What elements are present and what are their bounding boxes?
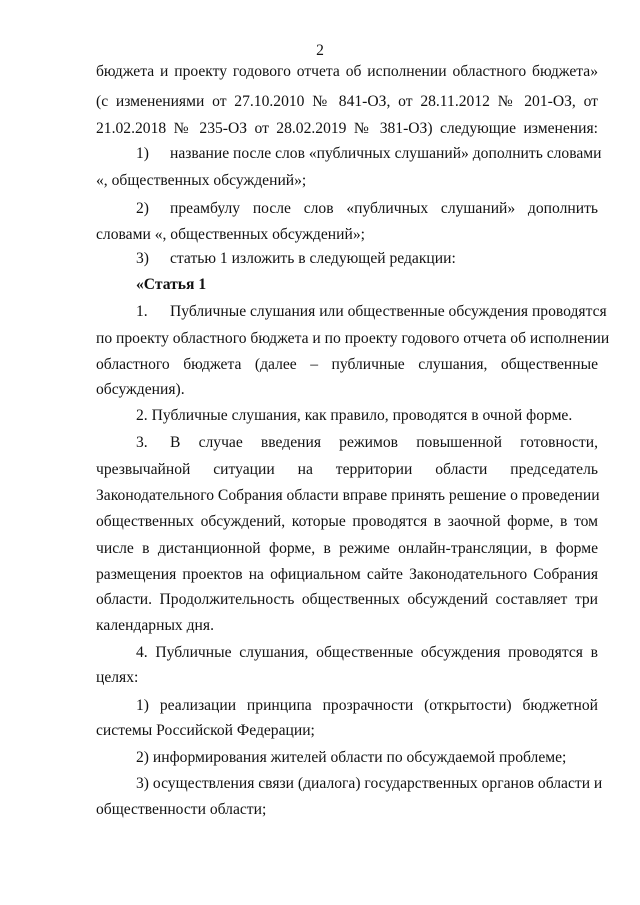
list-marker: 3. bbox=[136, 434, 148, 451]
text-line: целях: bbox=[96, 669, 139, 686]
article-heading: «Статья 1 bbox=[136, 276, 207, 293]
text-line: календарных дня. bbox=[96, 617, 214, 634]
text-line: бюджета и проекту годового отчета об исполнении областного бюджета» bbox=[96, 63, 598, 80]
text-line: Законодательного Собрания области вправе принять решение о проведении bbox=[96, 487, 600, 504]
text-line: «, общественных обсуждений»; bbox=[96, 172, 307, 189]
text-line: числе в дистанционной форме, в режиме онлайн-трансляции, в форме bbox=[96, 540, 598, 557]
text-line: областного бюджета (далее – публичные слушания, общественные bbox=[96, 356, 598, 373]
text-line: по проекту областного бюджета и по проекту годового отчета об исполнении bbox=[96, 330, 610, 347]
list-marker: 1) bbox=[136, 145, 149, 162]
text-line: статью 1 изложить в следующей редакции: bbox=[170, 250, 456, 267]
text-line: общественных обсуждений, которые проводятся в заочной форме, в том bbox=[96, 513, 598, 530]
text-line: преамбулу после слов «публичных слушаний» дополнить bbox=[170, 200, 598, 217]
text-line: 2. Публичные слушания, как правило, проводятся в очной форме. bbox=[136, 407, 573, 424]
text-line: В случае введения режимов повышенной готовности, bbox=[170, 434, 598, 451]
text-line: 21.02.2018 № 235-ОЗ от 28.02.2019 № 381-ОЗ) следующие изменения: bbox=[96, 120, 598, 137]
text-line: обсуждения). bbox=[96, 381, 185, 398]
text-line: размещения проектов на официальном сайте Законодательного Собрания bbox=[96, 566, 598, 583]
list-marker: 2) bbox=[136, 200, 149, 217]
text-line: название после слов «публичных слушаний» дополнить словами bbox=[170, 145, 602, 162]
text-line: (с изменениями от 27.10.2010 № 841-ОЗ, от 28.11.2012 № 201-ОЗ, от bbox=[96, 93, 598, 110]
text-line: словами «, общественных обсуждений»; bbox=[96, 226, 365, 243]
text-line: 3) осуществления связи (диалога) государственных органов области и bbox=[136, 775, 603, 792]
text-line: чрезвычайной ситуации на территории области председатель bbox=[96, 461, 598, 478]
text-line: 1) реализации принципа прозрачности (открытости) бюджетной bbox=[136, 697, 598, 714]
text-line: Публичные слушания или общественные обсуждения проводятся bbox=[170, 303, 607, 320]
text-line: 2) информирования жителей области по обсуждаемой проблеме; bbox=[136, 749, 567, 766]
text-line: системы Российской Федерации; bbox=[96, 722, 315, 739]
page-number: 2 bbox=[316, 42, 324, 59]
list-marker: 3) bbox=[136, 250, 149, 267]
text-line: 4. Публичные слушания, общественные обсуждения проводятся в bbox=[136, 644, 598, 661]
list-marker: 1. bbox=[136, 303, 148, 320]
text-line: области. Продолжительность общественных обсуждений составляет три bbox=[96, 591, 598, 608]
text-line: общественности области; bbox=[96, 801, 267, 818]
